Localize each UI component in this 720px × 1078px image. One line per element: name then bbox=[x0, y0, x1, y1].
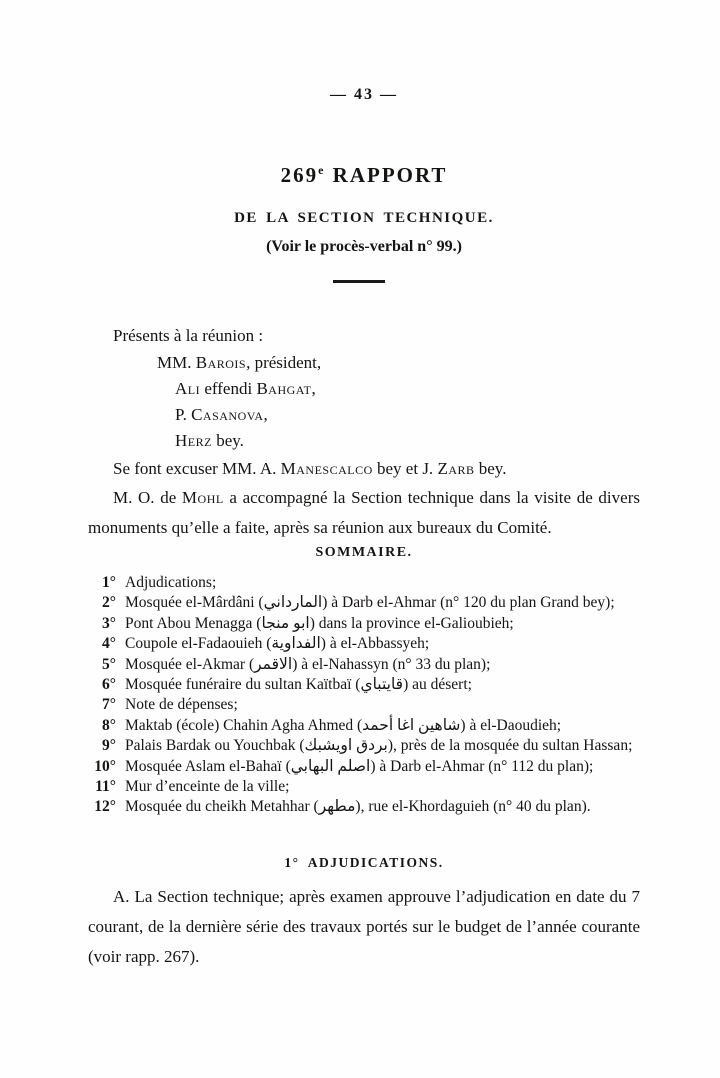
sommaire-item bbox=[88, 716, 644, 736]
sommaire-item bbox=[88, 655, 644, 675]
item-number: 10° bbox=[94, 757, 116, 775]
attendee-row: Herz bey. bbox=[175, 431, 244, 450]
section-heading bbox=[88, 855, 640, 871]
item-text: Maktab (école) Chahin Agha Ahmed (شاهين اغا أحمد) à el-Daoudieh; bbox=[125, 716, 562, 734]
sommaire-item bbox=[88, 797, 644, 817]
visit-note: M. O. de Mohl a accompagné la Section technique dans la visite de divers monuments qu’elle a faite, après sa réunion aux bureaux du Comité. bbox=[88, 488, 640, 537]
sommaire-heading: SOMMAIRE. bbox=[315, 545, 413, 560]
section-title: ADJUDICATIONS. bbox=[299, 855, 444, 870]
item-text: Mur d’enceinte de la ville; bbox=[125, 778, 290, 796]
report-number: 269 bbox=[280, 163, 319, 187]
page-number: — 43 — bbox=[330, 86, 398, 103]
item-text: Mosquée du cheikh Metahhar (مطهر), rue el-Khordaguieh (n° 40 du plan). bbox=[125, 798, 591, 816]
excused-note: Se font excuser MM. A. Manescalco bey et J. Zarb bey. bbox=[113, 459, 507, 478]
item-number: 5° bbox=[102, 655, 116, 673]
excused-name: Zarb bbox=[437, 459, 475, 478]
attendees-intro: Présents à la réunion : bbox=[113, 326, 264, 345]
report-title bbox=[88, 163, 640, 188]
meeting-section bbox=[88, 322, 640, 543]
report-reference: (Voir le procès-verbal n° 99.) bbox=[266, 238, 462, 255]
visit-name: Mohl bbox=[181, 488, 224, 507]
sommaire-item bbox=[88, 757, 644, 777]
item-text: Mosquée funéraire du sultan Kaïtbaï (قايتباي) au désert; bbox=[125, 676, 472, 694]
item-number: 1° bbox=[102, 574, 116, 591]
attendee-name: Bahgat bbox=[256, 379, 312, 398]
item-number: 6° bbox=[102, 676, 116, 694]
item-text: Pont Abou Menagga (ابو منجا) dans la province el-Galioubieh; bbox=[125, 614, 514, 632]
item-text: Adjudications; bbox=[125, 574, 217, 591]
sommaire-item bbox=[88, 736, 644, 756]
item-text: Note de dépenses; bbox=[125, 696, 238, 714]
report-number-ordinal: e bbox=[318, 163, 326, 177]
sommaire-list bbox=[88, 573, 644, 818]
item-number: 3° bbox=[102, 614, 116, 632]
sommaire-item bbox=[88, 593, 644, 613]
sommaire-item bbox=[88, 777, 644, 797]
excused-name: Manescalco bbox=[280, 459, 373, 478]
sommaire-item bbox=[88, 634, 644, 654]
section-number: 1° bbox=[284, 855, 300, 870]
item-text: Coupole el-Fadaouieh (الفداوية) à el-Abbassyeh; bbox=[125, 635, 430, 653]
attendee-row: P. Casanova, bbox=[175, 405, 268, 424]
item-text: Palais Bardak ou Youchbak (بردق اويشبك), près de la mosquée du sultan Hassan; bbox=[125, 737, 633, 755]
report-subtitle: DE LA SECTION TECHNIQUE. bbox=[234, 210, 494, 226]
item-text: Mosquée el-Akmar (الاقمر) à el-Nahassyn (n° 33 du plan); bbox=[125, 655, 491, 673]
report-word: RAPPORT bbox=[325, 163, 448, 187]
item-number: 11° bbox=[95, 778, 116, 796]
attendee-name: Ali bbox=[175, 379, 201, 398]
sommaire-item bbox=[88, 573, 644, 593]
section-paragraph: A. La Section technique; après examen approuve l’adjudication en date du 7 courant, de la dernière série des travaux portés sur le budget de l’année courante (voir rapp. 267). bbox=[88, 887, 640, 966]
item-number: 9° bbox=[102, 737, 116, 755]
item-number: 4° bbox=[102, 635, 116, 653]
attendee-name: Barois bbox=[195, 353, 247, 372]
item-number: 2° bbox=[102, 594, 116, 612]
attendee-name: Casanova bbox=[191, 405, 264, 424]
item-number: 8° bbox=[102, 716, 116, 734]
attendee-row: MM. Barois, président, bbox=[157, 353, 322, 372]
attendee-name: Herz bbox=[175, 431, 212, 450]
item-number: 12° bbox=[94, 798, 116, 816]
divider-rule bbox=[333, 280, 385, 283]
attendee-row: Ali effendi Bahgat, bbox=[175, 379, 316, 398]
item-text: Mosquée el-Mârdâni (المارداني) à Darb el-Ahmar (n° 120 du plan Grand bey); bbox=[125, 594, 615, 612]
sommaire-item bbox=[88, 695, 644, 715]
item-text: Mosquée Aslam el-Bahaï (اصلم البهابي) à Darb el-Ahmar (n° 112 du plan); bbox=[125, 757, 594, 775]
attendees-list bbox=[157, 350, 640, 454]
sommaire-item bbox=[88, 675, 644, 695]
item-number: 7° bbox=[102, 696, 116, 714]
sommaire-item bbox=[88, 614, 644, 634]
